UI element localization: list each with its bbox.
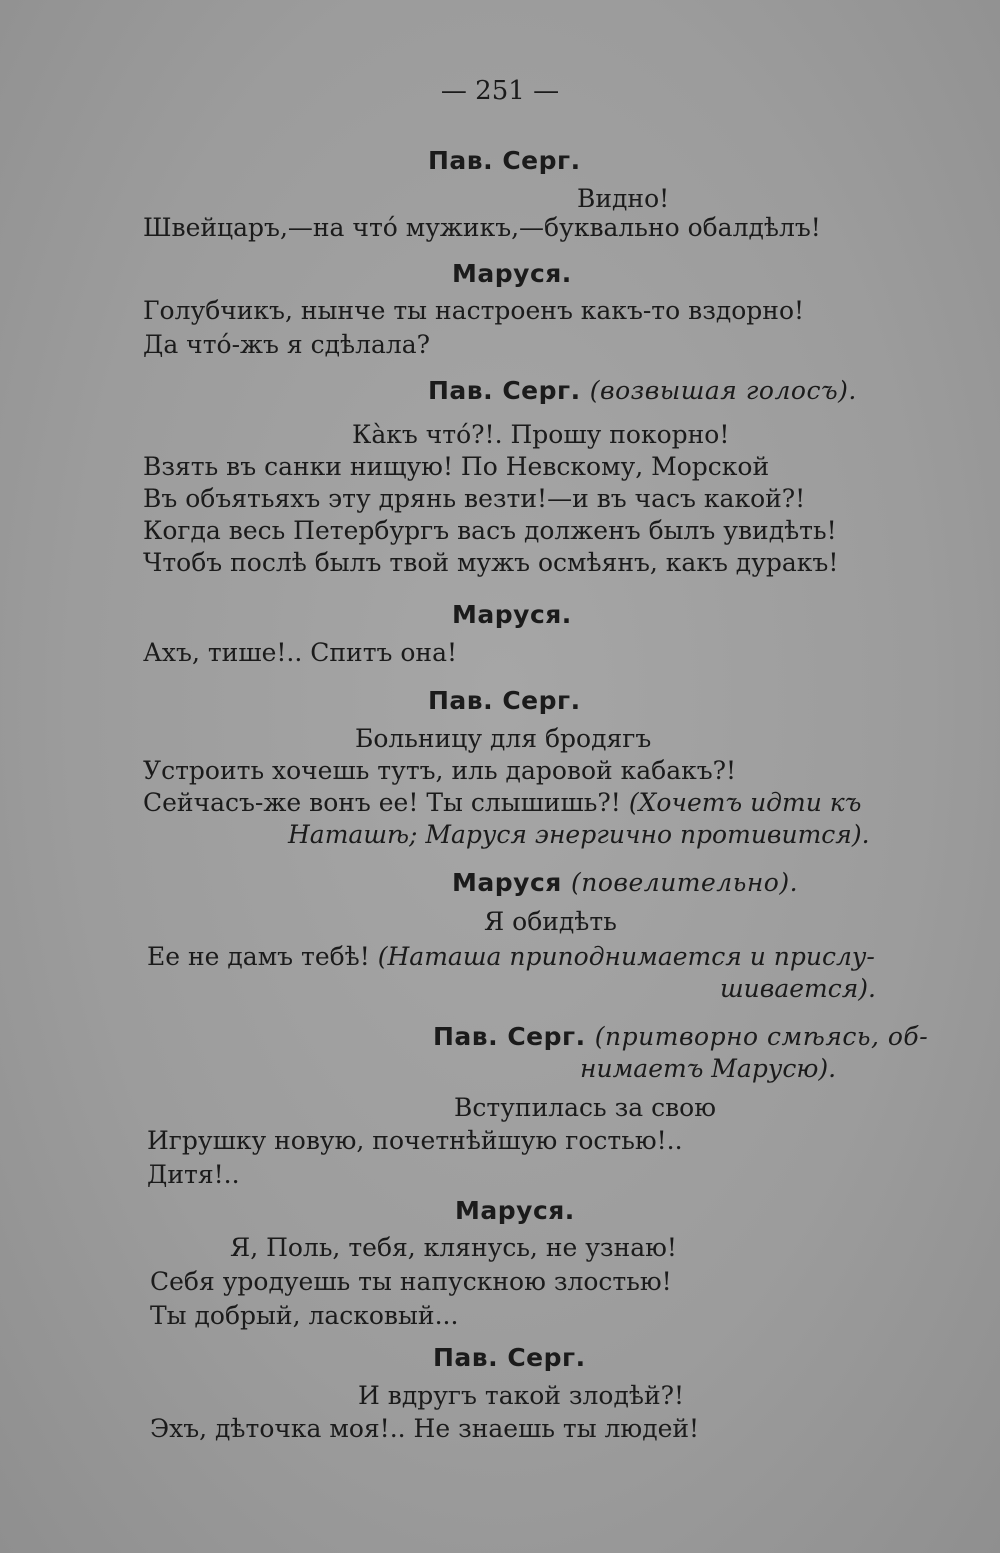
verse-line: Въ объятьяхъ эту дрянь везти!—и въ часъ какой?! [143,484,806,513]
verse-line: Видно! [577,184,670,213]
speaker-name: Маруся. [452,600,572,629]
speaker-label: Пав. Серг. [433,1022,586,1051]
stage-direction: Наташѣ; Маруся энергично противится). [288,820,870,849]
speaker-label: Маруся [452,868,562,897]
verse-text: Сейчасъ-же вонъ ее! Ты слышишь?! [143,788,621,817]
speaker-name [428,376,857,405]
speaker-label: Пав. Серг. [428,376,581,405]
stage-direction: нимаетъ Марусю). [580,1054,837,1083]
stage-direction: (возвышая голосъ). [589,376,857,405]
verse-line: Дитя!.. [147,1160,240,1189]
verse-line: Ты добрый, ласковый... [150,1301,459,1330]
speaker-name: Маруся. [455,1196,575,1225]
speaker-name [452,868,798,897]
speaker-name: Пав. Серг. [428,686,581,715]
verse-line [143,788,861,817]
verse-line: Чтобъ послѣ былъ твой мужъ осмѣянъ, какъ дуракъ! [143,548,839,577]
verse-line: Больницу для бродягъ [355,724,652,753]
verse-line: Вступилась за свою [454,1093,716,1122]
verse-line: Эхъ, дѣточка моя!.. Не знаешь ты людей! [150,1414,700,1443]
verse-line: Ахъ, тише!.. Спитъ она! [143,638,458,667]
speaker-name: Пав. Серг. [428,146,581,175]
verse-line: Себя уродуешь ты напускною злостью! [150,1267,672,1296]
stage-direction: шивается). [720,974,876,1003]
verse-line: Я обидѣть [484,907,617,936]
speaker-name: Пав. Серг. [433,1343,586,1372]
verse-line: Я, Поль, тебя, клянусь, не узнаю! [230,1233,677,1262]
verse-line [147,942,875,971]
speaker-name [433,1022,928,1051]
speaker-name: Маруся. [452,259,572,288]
verse-line: Игрушку новую, почетнѣйшую гостью!.. [147,1126,683,1155]
verse-line: И вдругъ такой злодѣй?! [358,1381,685,1410]
verse-line: Устроить хочешь тутъ, иль даровой кабакъ?! [143,756,737,785]
verse-line: Взять въ санки нищую! По Невскому, Морской [143,452,770,481]
stage-direction: (Наташа приподнимается и прислу- [377,942,875,971]
verse-line: Ка̀къ что́?!. Прошу покорно! [352,420,730,449]
verse-text: Ее не дамъ тебѣ! [147,942,370,971]
page-number: — 251 — [440,76,560,106]
stage-direction: (повелительно). [571,868,799,897]
stage-direction: (притворно смѣясь, об- [594,1022,929,1051]
verse-line: Голубчикъ, нынче ты настроенъ какъ-то вздорно! [143,296,805,325]
stage-direction: (Хочетъ идти къ [628,788,862,817]
verse-line: Швейцаръ,—на что́ мужикъ,—буквально обалдѣлъ! [143,213,821,242]
verse-line: Когда весь Петербургъ васъ долженъ былъ увидѣть! [143,516,837,545]
verse-line: Да что́-жъ я сдѣлала? [143,330,431,359]
